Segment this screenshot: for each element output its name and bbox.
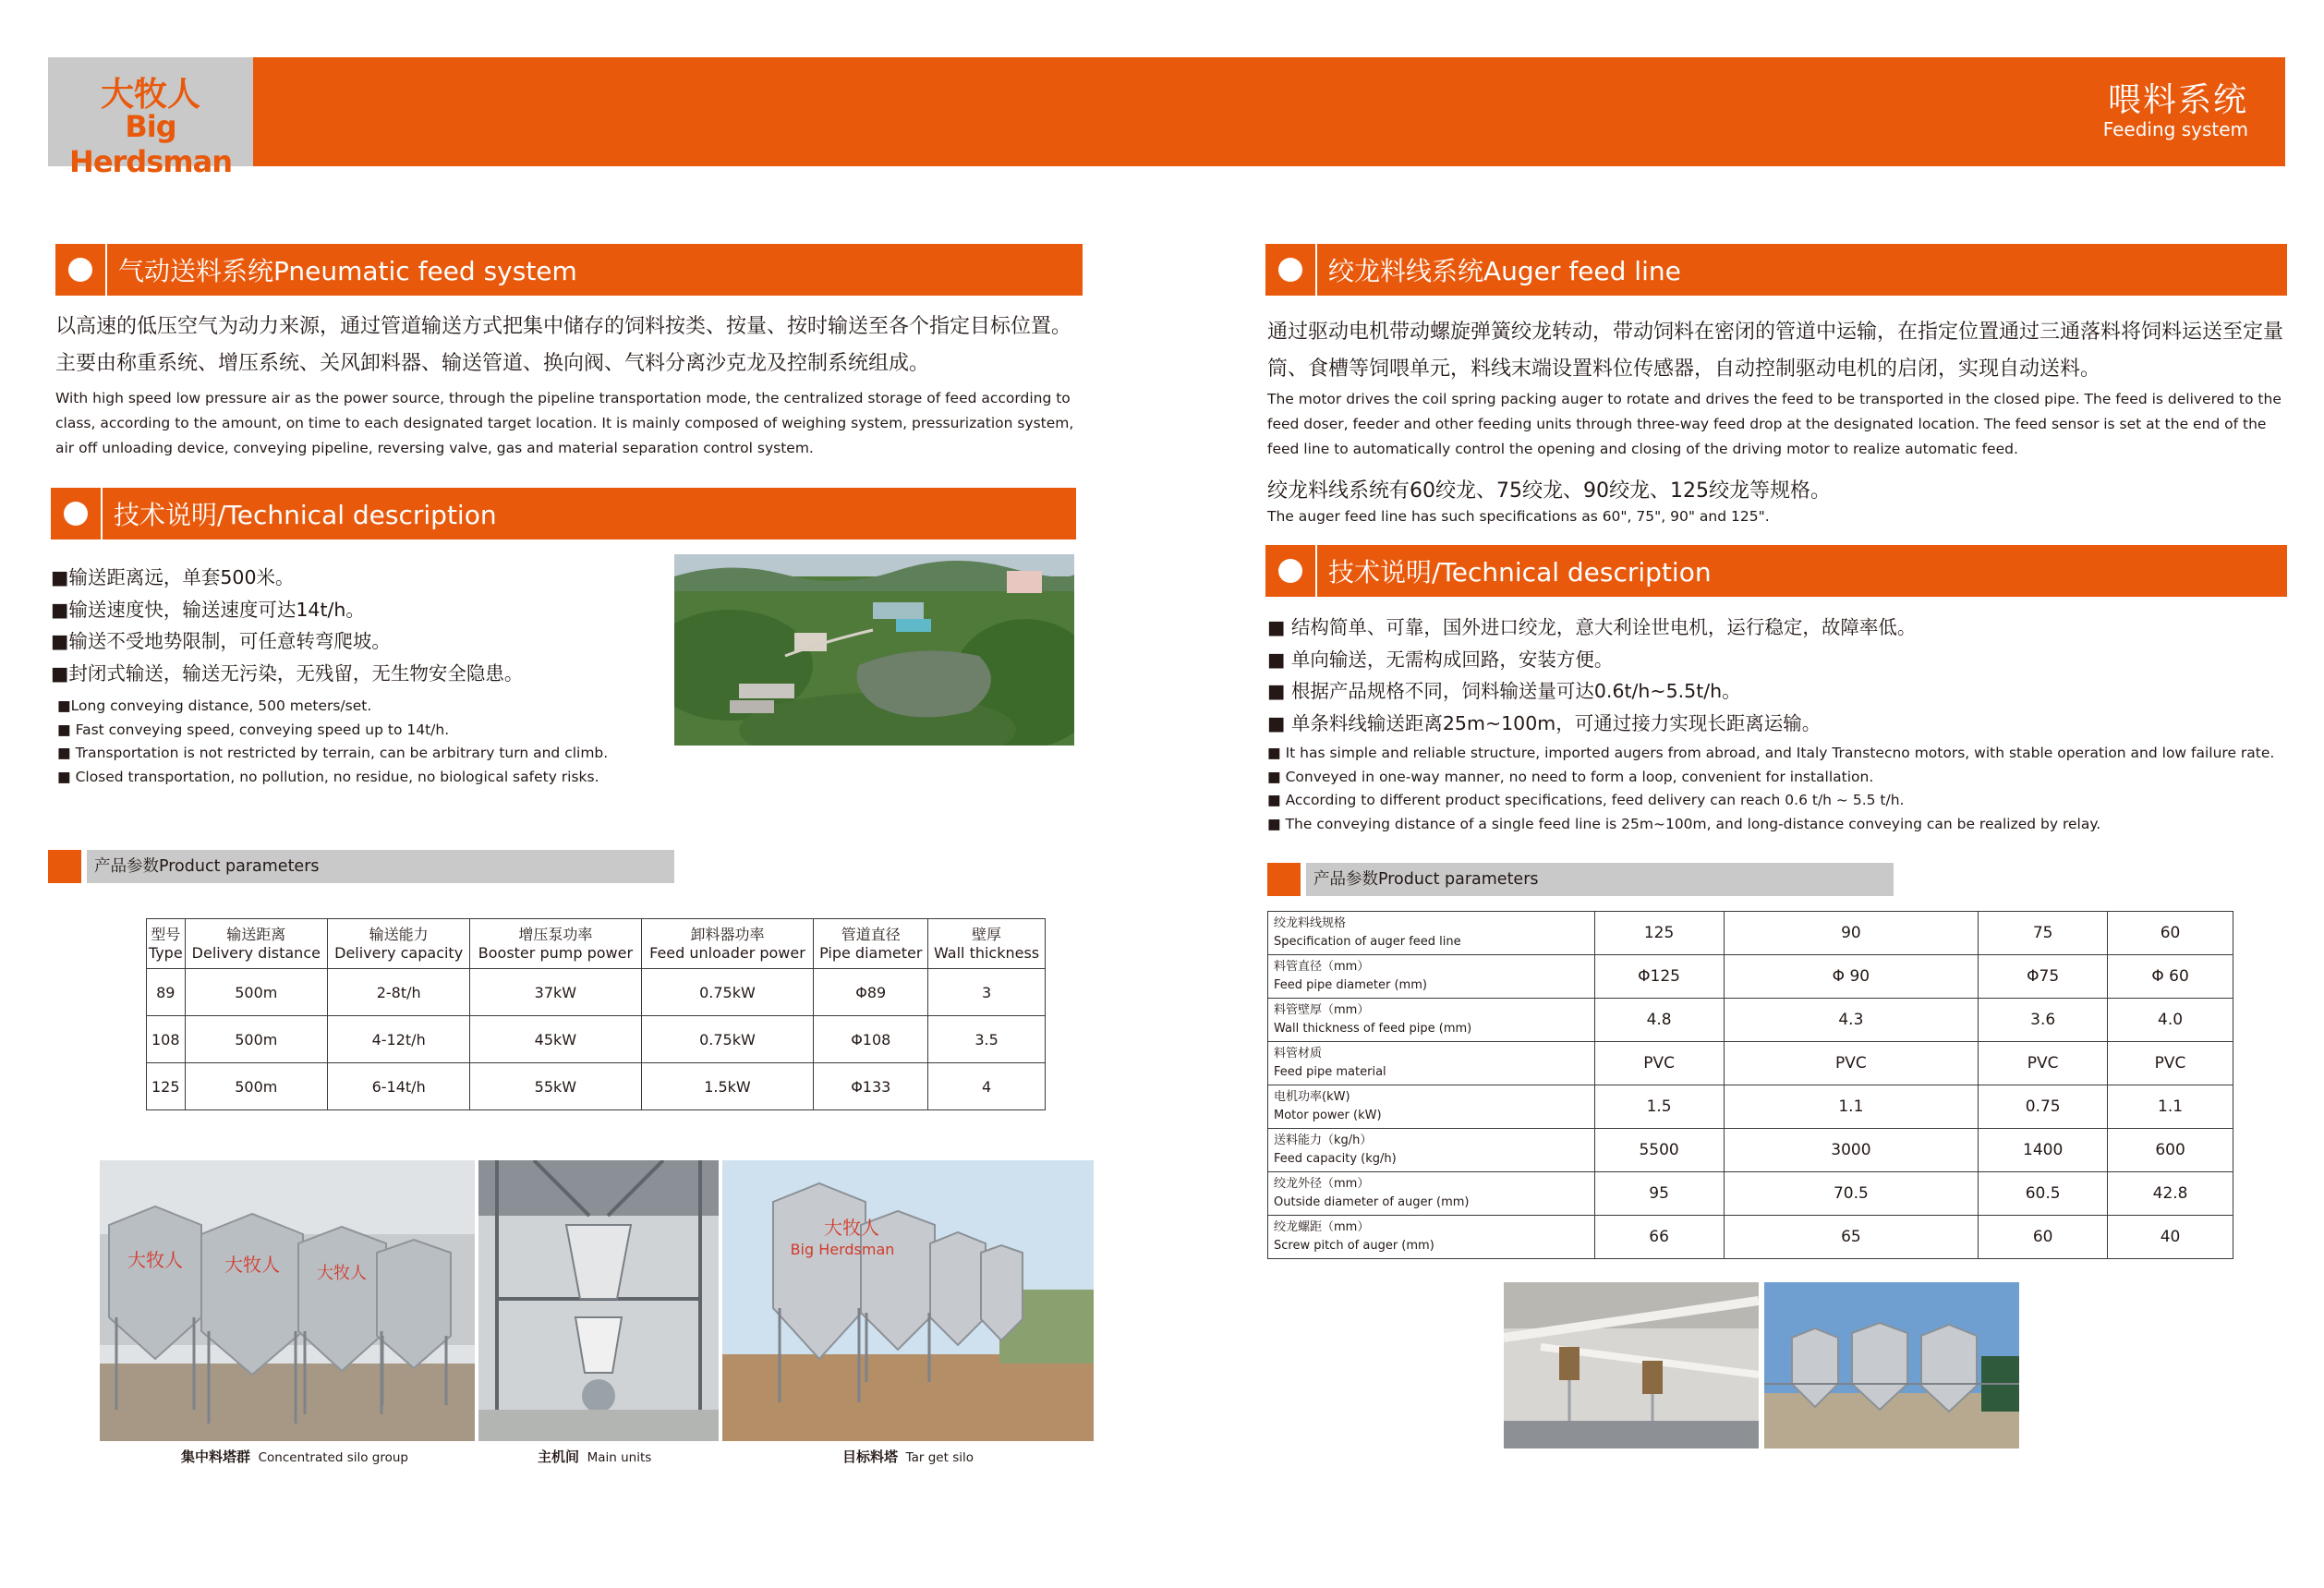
pneumatic-en-text: With high speed low pressure air as the power source, through the pipeline transportation mode, the centralized storage of feed according to class, according to the amount, on time to each designated target location. It is mainly composed of weighing system, pressurization system, air off unloading device, conveying pipeline, reversing valve, gas and material separation control system. [55, 390, 1074, 456]
col-wall: 壁厚 Wall thickness [928, 919, 1046, 969]
caption-main-units: 主机间 Main units [538, 1449, 652, 1465]
feed-line-photo [1504, 1282, 1759, 1449]
auger-spec-en: The auger feed line has such specifications as 60", 75", 90" and 125". [1267, 508, 1770, 525]
col-pipe: 管道直径 Pipe diameter [814, 919, 928, 969]
tech-list-cn-right [1267, 612, 1916, 739]
page-title-cn: 喂料系统 [2107, 81, 2248, 119]
col-capacity: 输送能力 Delivery capacity [328, 919, 470, 969]
svg-text:大牧人: 大牧人 [824, 1217, 879, 1239]
table-row: 料管材质 Feed pipe material PVC PVC PVC PVC [1268, 1042, 2233, 1085]
section-title: 气动送料系统Pneumatic feed system [118, 256, 577, 286]
table-row: 料管直径（mm） Feed pipe diameter (mm) Φ125 Φ 90 Φ75 Φ 60 [1268, 955, 2233, 999]
bullet-icon [1265, 244, 1317, 296]
section-title: 技术说明/Technical description [114, 500, 497, 530]
silo-outdoor-photo [1764, 1282, 2019, 1449]
tech-heading-left [51, 488, 1076, 539]
params-heading-left [48, 850, 674, 883]
table-row: 绞龙料线规格 Specification of auger feed line 125 90 75 60 [1268, 912, 2233, 955]
pneumatic-heading [55, 244, 1083, 296]
col-booster: 增压泵功率 Booster pump power [470, 919, 641, 969]
table-row: 绞龙螺距（mm） Screw pitch of auger (mm) 66 65 60 40 [1268, 1216, 2233, 1259]
list-item: ■ 单向输送，无需构成回路，安装方便。 [1267, 648, 1614, 671]
list-item: ■ Conveyed in one-way manner, no need to form a loop, convenient for installation. [1267, 768, 1874, 785]
tech-list-cn-left [51, 562, 523, 689]
header-bar [48, 57, 2285, 166]
caption-target-silo: 目标料塔 Tar get silo [842, 1449, 974, 1465]
list-item: ■ It has simple and reliable structure, imported augers from abroad, and Italy Transtecno motors, with stable operation and low failure rate. [1267, 745, 2275, 761]
col-type: 型号 Type [147, 919, 186, 969]
pneumatic-params-table [146, 918, 1046, 1110]
auger-params-table [1267, 911, 2233, 1259]
params-title: 产品参数Product parameters [1306, 863, 1894, 896]
params-title: 产品参数Product parameters [87, 850, 674, 883]
logo-text-cn: 大牧人 [100, 76, 200, 114]
list-item: ■ Transportation is not restricted by terrain, can be arbitrary turn and climb. [57, 745, 609, 762]
list-item: ■ The conveying distance of a single feed line is 25m~100m, and long-distance conveying can be realized by relay. [1267, 816, 2101, 833]
auger-heading [1265, 244, 2287, 296]
table-row: 125 500m 6-14t/h 55kW 1.5kW Φ133 4 [147, 1063, 1046, 1110]
table-row: 电机功率(kW) Motor power (kW) 1.5 1.1 0.75 1.1 [1268, 1085, 2233, 1129]
table-row: 108 500m 4-12t/h 45kW 0.75kW Φ108 3.5 [147, 1016, 1046, 1063]
tech-list-en-left [57, 695, 608, 790]
tech-list-en-right [1267, 742, 2274, 837]
square-icon [1267, 863, 1301, 896]
auger-en-text: The motor drives the coil spring packing auger to rotate and drives the feed to be transported in the closed pipe. The feed is delivered to the feed doser, feeder and other feeding units through three-way feed drop at the designated location. The feed sensor is set at the end of the feed line to automatically control the opening and closing of the driving motor to realize automatic feed. [1267, 391, 2282, 457]
table-row: 89 500m 2-8t/h 37kW 0.75kW Φ89 3 [147, 969, 1046, 1016]
section-title: 技术说明/Technical description [1328, 557, 1712, 588]
table-row: 绞龙外径（mm） Outside diameter of auger (mm) 95 70.5 60.5 42.8 [1268, 1172, 2233, 1216]
svg-text:大牧人: 大牧人 [127, 1249, 183, 1271]
list-item: ■输送速度快，输送速度可达14t/h。 [51, 598, 365, 621]
tech-heading-right [1265, 545, 2287, 597]
page-title-en: Feeding system [2102, 118, 2248, 140]
list-item: ■输送不受地势限制，可任意转弯爬坡。 [51, 630, 391, 652]
square-icon [48, 850, 81, 883]
aerial-farm-photo [674, 554, 1074, 746]
caption-silo-group: 集中料塔群 Concentrated silo group [181, 1449, 409, 1465]
auger-spec-cn: 绞龙料线系统有60绞龙、75绞龙、90绞龙、125绞龙等规格。 [1267, 479, 1831, 503]
list-item: ■封闭式输送，输送无污染，无残留，无生物安全隐患。 [51, 661, 524, 685]
list-item: ■ Fast conveying speed, conveying speed up to 14t/h. [57, 721, 450, 738]
auger-cn-text: 通过驱动电机带动螺旋弹簧绞龙转动，带动饲料在密闭的管道中运输，在指定位置通过三通落料将饲料运送至定量筒、食槽等饲喂单元，料线末端设置料位传感器，自动控制驱动电机的启闭，实现自动送料。 [1267, 321, 2284, 381]
table-row: 送料能力（kg/h） Feed capacity (kg/h) 5500 3000 1400 600 [1268, 1129, 2233, 1172]
main-units-photo [478, 1160, 719, 1441]
section-title: 绞龙料线系统Auger feed line [1328, 256, 1681, 286]
list-item: ■ According to different product specifications, feed delivery can reach 0.6 t/h ~ 5.5 t/h. [1267, 792, 1905, 809]
svg-text:大牧人: 大牧人 [224, 1254, 280, 1276]
table-row: 料管壁厚（mm） Wall thickness of feed pipe (mm) 4.8 4.3 3.6 4.0 [1268, 999, 2233, 1042]
bullet-icon [51, 488, 103, 539]
logo-text-en: Big Herdsman [69, 109, 232, 179]
pneumatic-cn-text: 以高速的低压空气为动力来源，通过管道输送方式把集中储存的饲料按类、按量、按时输送至各个指定目标位置。主要由称重系统、增压系统、关风卸料器、输送管道、换向阀、气料分离沙克龙及控制系统组成。 [55, 315, 1072, 375]
svg-text:大牧人: 大牧人 [317, 1264, 367, 1283]
list-item: ■ 结构简单、可靠，国外进口绞龙，意大利诠世电机，运行稳定，故障率低。 [1267, 616, 1917, 638]
list-item: ■Long conveying distance, 500 meters/set. [57, 697, 372, 714]
list-item: ■输送距离远，单套500米。 [51, 566, 295, 588]
col-distance: 输送距离 Delivery distance [185, 919, 327, 969]
col-unloader: 卸料器功率 Feed unloader power [641, 919, 814, 969]
list-item: ■ 根据产品规格不同，饲料输送量可达0.6t/h~5.5t/h。 [1267, 680, 1741, 702]
bullet-icon [1265, 545, 1317, 597]
params-heading-right [1267, 863, 1894, 896]
silo-group-photo [100, 1160, 475, 1441]
bullet-icon [55, 244, 107, 296]
list-item: ■ 单条料线输送距离25m~100m，可通过接力实现长距离运输。 [1267, 711, 1822, 734]
target-silo-photo [722, 1160, 1094, 1441]
list-item: ■ Closed transportation, no pollution, no residue, no biological safety risks. [57, 769, 599, 786]
svg-text:Big Herdsman: Big Herdsman [790, 1241, 895, 1258]
